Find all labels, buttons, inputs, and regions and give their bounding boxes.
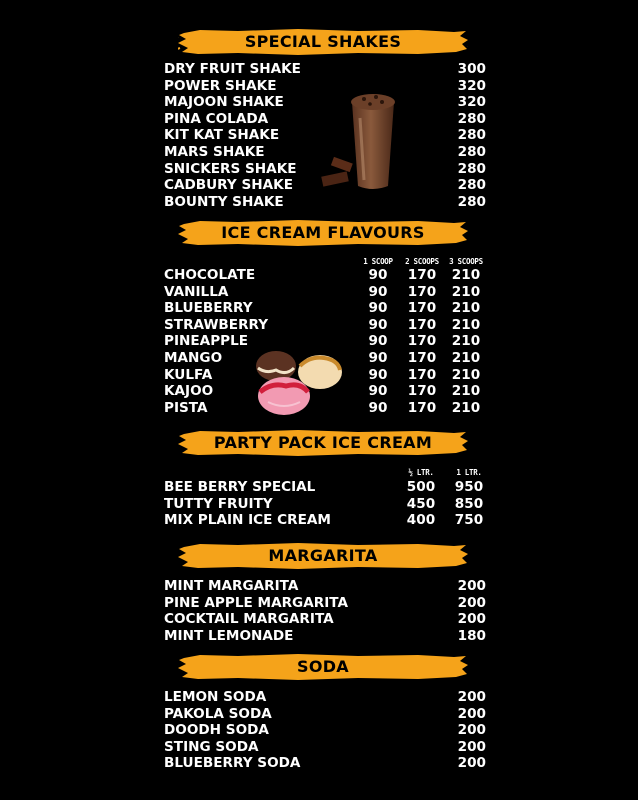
- list-item: [164, 739, 486, 756]
- item-name: PINEAPPLE: [164, 333, 249, 350]
- list-item: [164, 722, 486, 739]
- list-item: [164, 578, 486, 595]
- price-3-scoops: 210: [451, 399, 481, 416]
- price-1-scoop: 90: [368, 366, 388, 383]
- item-name: KULFA: [164, 366, 213, 383]
- item-name: BEE BERRY SPECIAL: [164, 479, 316, 495]
- item-name: BOUNTY SHAKE: [164, 193, 284, 210]
- list-item: [164, 755, 486, 772]
- list-item: [164, 194, 486, 211]
- column-header: ½ LTR.: [408, 468, 434, 477]
- item-name: LEMON SODA: [164, 689, 267, 705]
- banner-ice-cream-flavours: [178, 219, 468, 247]
- item-price: 280: [457, 144, 486, 160]
- column-header: 3 SCOOPS: [449, 257, 483, 266]
- price-2-scoops: 170: [407, 383, 437, 400]
- price-1-scoop: 90: [368, 316, 388, 333]
- item-name: SNICKERS SHAKE: [164, 160, 297, 177]
- item-price: 280: [457, 193, 486, 210]
- item-price: 180: [457, 627, 486, 644]
- price-one-litre: 750: [454, 512, 484, 529]
- column-header: 1 LTR.: [456, 468, 482, 477]
- list-item: [164, 317, 486, 334]
- price-2-scoops: 170: [407, 283, 437, 300]
- item-name: MIX PLAIN ICE CREAM: [164, 512, 331, 529]
- item-price: 280: [457, 177, 486, 194]
- item-name: COCKTAIL MARGARITA: [164, 611, 334, 628]
- price-half-litre: 450: [406, 495, 436, 512]
- item-name: STRAWBERRY: [164, 316, 269, 333]
- list-item: [164, 479, 486, 496]
- list-item: [164, 512, 486, 529]
- price-one-litre: 850: [454, 495, 484, 512]
- item-name: CHOCOLATE: [164, 267, 256, 283]
- item-name: CADBURY SHAKE: [164, 177, 293, 194]
- item-name: KAJOO: [164, 383, 214, 400]
- item-name: MINT MARGARITA: [164, 578, 299, 594]
- list-item: [164, 611, 486, 628]
- price-1-scoop: 90: [368, 350, 388, 366]
- item-name: MAJOON SHAKE: [164, 94, 284, 111]
- price-3-scoops: 210: [451, 300, 481, 317]
- item-name: STING SODA: [164, 738, 259, 755]
- banner-special-shakes: [178, 28, 468, 56]
- list-item: [164, 628, 486, 645]
- price-3-scoops: 210: [451, 316, 481, 333]
- chocolate-shake-image: [318, 88, 410, 196]
- list-item: [164, 267, 486, 284]
- item-price: 320: [457, 77, 486, 94]
- price-3-scoops: 210: [451, 366, 481, 383]
- column-header-row: [164, 465, 486, 477]
- item-name: KIT KAT SHAKE: [164, 127, 280, 144]
- item-price: 280: [457, 160, 486, 177]
- list-item: [164, 300, 486, 317]
- item-price: 200: [457, 611, 486, 628]
- banner-margarita: [178, 542, 468, 570]
- price-2-scoops: 170: [407, 316, 437, 333]
- price-2-scoops: 170: [407, 300, 437, 317]
- price-1-scoop: 90: [368, 300, 388, 317]
- list-item: [164, 284, 486, 301]
- price-1-scoop: 90: [368, 267, 388, 283]
- item-price: 200: [457, 738, 486, 755]
- banner-party-pack: [178, 429, 468, 457]
- price-1-scoop: 90: [368, 283, 388, 300]
- item-name: MANGO: [164, 350, 223, 366]
- item-price: 200: [457, 722, 486, 739]
- section-title: ICE CREAM FLAVOURS: [221, 223, 425, 242]
- price-3-scoops: 210: [451, 350, 481, 366]
- item-price: 280: [457, 110, 486, 127]
- section-title: PARTY PACK ICE CREAM: [213, 433, 433, 452]
- banner-soda: [178, 653, 468, 681]
- item-price: 300: [457, 61, 486, 77]
- item-price: 320: [457, 94, 486, 111]
- item-price: 200: [457, 594, 486, 611]
- item-price: 200: [457, 755, 486, 772]
- price-2-scoops: 170: [407, 267, 437, 283]
- item-name: PINA COLADA: [164, 110, 269, 127]
- column-header: 1 SCOOP: [363, 257, 393, 266]
- column-header-row: [164, 254, 486, 266]
- section-title: SODA: [297, 657, 349, 676]
- price-3-scoops: 210: [451, 333, 481, 350]
- list-item: [164, 706, 486, 723]
- item-price: 200: [457, 689, 486, 705]
- item-price: 200: [457, 578, 486, 594]
- price-2-scoops: 170: [407, 333, 437, 350]
- column-header: 2 SCOOPS: [405, 257, 439, 266]
- price-1-scoop: 90: [368, 333, 388, 350]
- price-half-litre: 500: [406, 479, 436, 495]
- item-name: PISTA: [164, 399, 208, 416]
- price-1-scoop: 90: [368, 383, 388, 400]
- price-2-scoops: 170: [407, 399, 437, 416]
- section-title: MARGARITA: [268, 546, 378, 565]
- price-one-litre: 950: [454, 479, 484, 495]
- item-price: 200: [457, 705, 486, 722]
- price-1-scoop: 90: [368, 399, 388, 416]
- item-name: MARS SHAKE: [164, 144, 265, 160]
- price-half-litre: 400: [406, 512, 436, 529]
- list-item: [164, 61, 486, 78]
- item-name: PAKOLA SODA: [164, 705, 272, 722]
- item-name: VANILLA: [164, 283, 229, 300]
- item-name: POWER SHAKE: [164, 77, 277, 94]
- item-name: DRY FRUIT SHAKE: [164, 61, 301, 77]
- item-name: TUTTY FRUITY: [164, 495, 273, 512]
- item-name: BLUEBERRY: [164, 300, 253, 317]
- item-price: 280: [457, 127, 486, 144]
- section-title: SPECIAL SHAKES: [244, 32, 402, 51]
- list-item: [164, 496, 486, 513]
- item-name: BLUEBERRY SODA: [164, 755, 301, 772]
- price-3-scoops: 210: [451, 383, 481, 400]
- list-item: [164, 595, 486, 612]
- item-name: DOODH SODA: [164, 722, 269, 739]
- price-3-scoops: 210: [451, 267, 481, 283]
- item-name: PINE APPLE MARGARITA: [164, 594, 348, 611]
- ice-cream-scoops-image: [246, 344, 350, 418]
- price-3-scoops: 210: [451, 283, 481, 300]
- price-2-scoops: 170: [407, 350, 437, 366]
- item-name: MINT LEMONADE: [164, 627, 294, 644]
- list-item: [164, 689, 486, 706]
- price-2-scoops: 170: [407, 366, 437, 383]
